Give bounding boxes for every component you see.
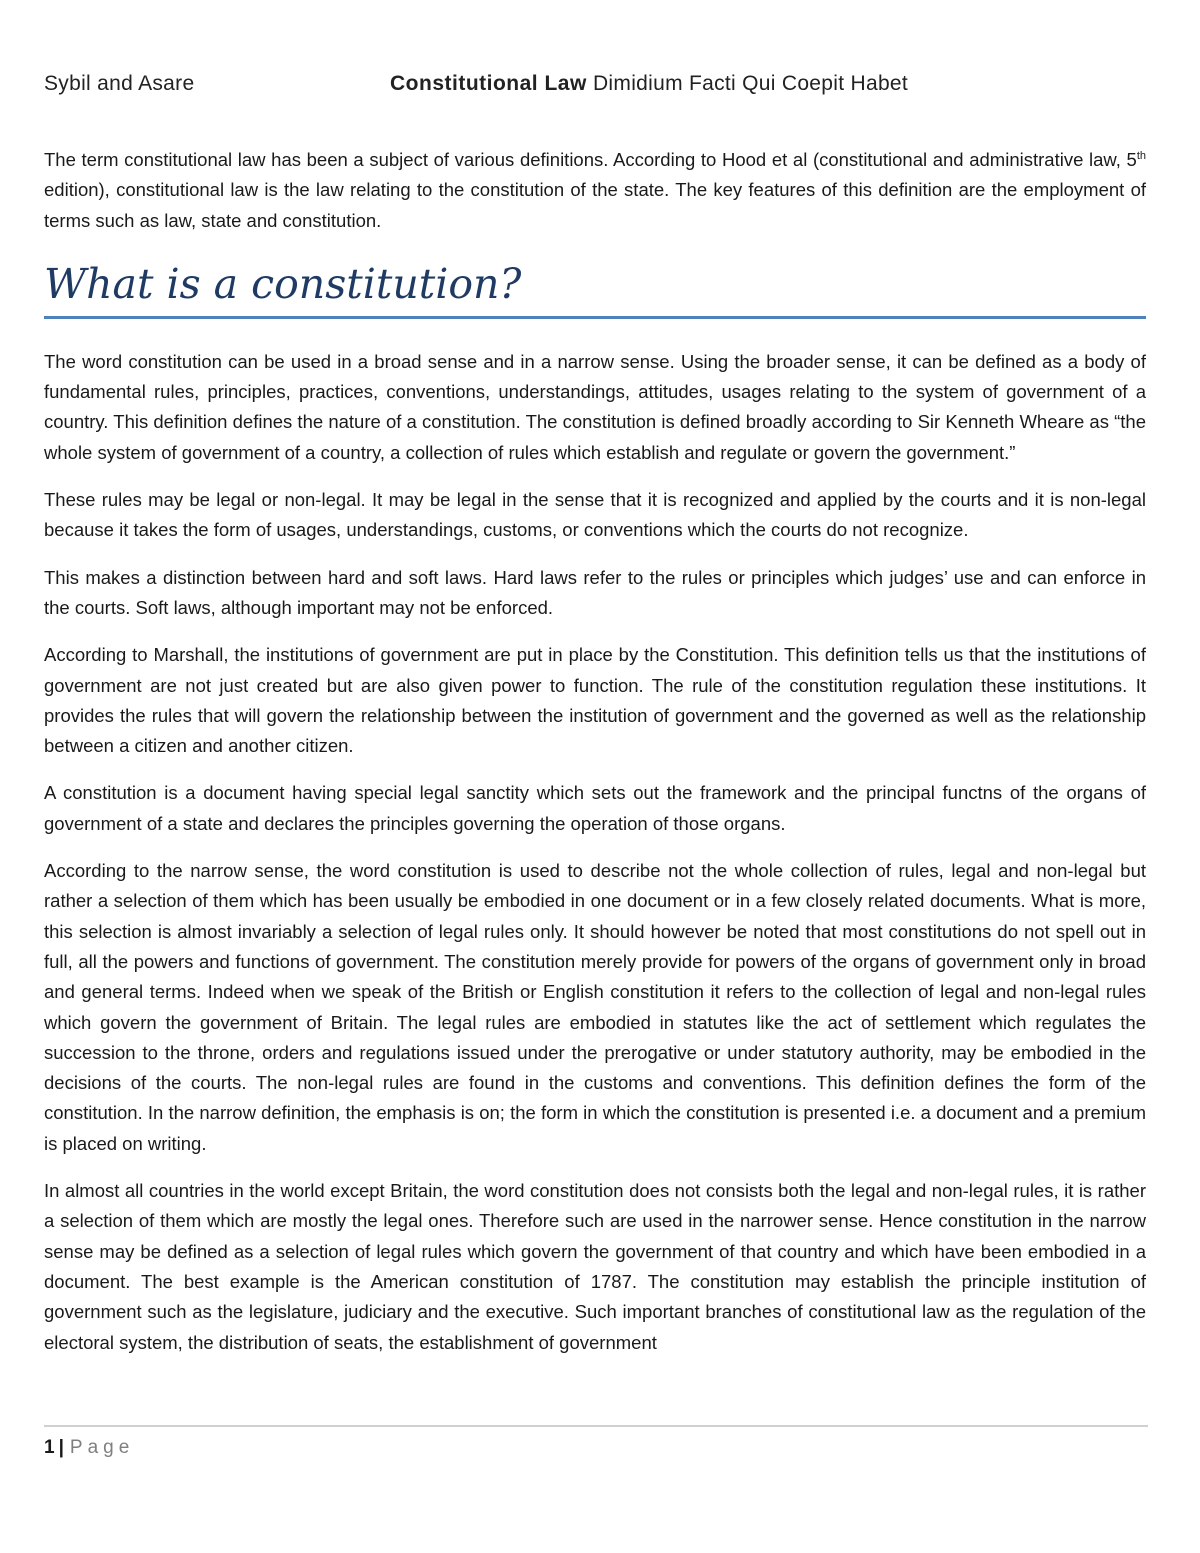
paragraph-narrow-sense: According to the narrow sense, the word constitution is used to describe not the whole collection of rules, legal and non-legal but rather a selection of them which has been usually be embodied in one document or in a few closely related documents. What is more, this selection is almost invariably a selection of legal rules only. It should however be noted that most constitutions do not spell out in full, all the powers and functions of government. The constitution merely provide for powers of the organs of government only in broad and general terms. Indeed when we speak of the British or English constitution it refers to the collection of legal and non-legal rules which govern the government of Britain. The legal rules are embodied in statutes like the act of settlement which regulates the succession to the throne, orders and regulations issued under the prerogative or under statutory authority, may be embodied in the decisions of the courts. The non-legal rules are found in the customs and conventions. This definition defines the form of the constitution. In the narrow definition, the emphasis is on; the form in which the constitution is presented i.e. a document and a premium is placed on writing. xyxy=(44,860,1146,1154)
intro-text-part1: The term constitutional law has been a subject of various definitions. According to Hood et al (constitutional and administrative law, 5 xyxy=(44,149,1137,170)
paragraph-document-definition: A constitution is a document having special legal sanctity which sets out the framework and the principal functns of the organs of government of a state and declares the principles governing the operation of those organs. xyxy=(44,782,1146,834)
paragraph-hard-soft-laws: This makes a distinction between hard and soft laws. Hard laws refer to the rules or principles which judges’ use and can enforce in the courts. Soft laws, although important may not be enforced. xyxy=(44,566,1146,618)
page-number xyxy=(44,1435,134,1461)
page-header xyxy=(44,70,1148,100)
header-title-motto: Dimidium Facti Qui Coepit Habet xyxy=(592,72,909,95)
page-label: Page xyxy=(69,1437,135,1458)
intro-text-part2: edition), constitutional law is the law relating to the constitution of the state. The key features of this definition are the employment of terms such as law, state and constitution. xyxy=(44,179,1146,231)
edition-superscript: th xyxy=(1136,149,1146,162)
paragraph-marshall: According to Marshall, the institutions of government are put in place by the Constitution. This definition tells us that the institutions of government are not just created but are also given power to function. The rule of the constitution regulation these institutions. It provides the rules that will govern the relationship between the institution of government and the governed as well as the relationship between a citizen and another citizen. xyxy=(44,644,1146,757)
paragraph-broad-sense: The word constitution can be used in a broad sense and in a narrow sense. Using the broader sense, it can be defined as a body of fundamental rules, principles, practices, conventions, understandings, attitudes, usages relating to the system of government of a country. This definition defines the nature of a constitution. The constitution is defined broadly according to Sir Kenneth Wheare as “the whole system of government of a country, a collection of rules which establish and regulate or govern the government.” xyxy=(44,350,1146,463)
paragraph-other-countries: In almost all countries in the world except Britain, the word constitution does not consists both the legal and non-legal rules, it is rather a selection of them which are mostly the legal ones. Therefore such are used in the narrower sense. Hence constitution in the narrow sense may be defined as a selection of legal rules which govern the government of that country and which have been embodied in a document. The best example is the American constitution of 1787. The constitution may establish the principle institution of government such as the legislature, judiciary and the executive. Such important branches of constitutional law as the regulation of the electoral system, the distribution of seats, the establishment of government xyxy=(44,1180,1146,1353)
page-number-separator: | xyxy=(58,1437,64,1458)
document-body xyxy=(44,145,1146,1375)
paragraph-legal-nonlegal: These rules may be legal or non-legal. It may be legal in the sense that it is recognized and applied by the courts and it is non-legal because it takes the form of usages, understandings, customs, or conventions which the courts do not recognize. xyxy=(44,489,1146,541)
section-heading: What is a constitution? xyxy=(44,256,1146,319)
header-title xyxy=(390,70,908,98)
header-authors: Sybil and Asare xyxy=(44,72,195,95)
header-title-bold: Constitutional Law xyxy=(390,72,587,95)
page-footer xyxy=(44,1425,1148,1458)
page-number-value: 1 xyxy=(44,1437,55,1458)
intro-paragraph xyxy=(44,145,1146,236)
